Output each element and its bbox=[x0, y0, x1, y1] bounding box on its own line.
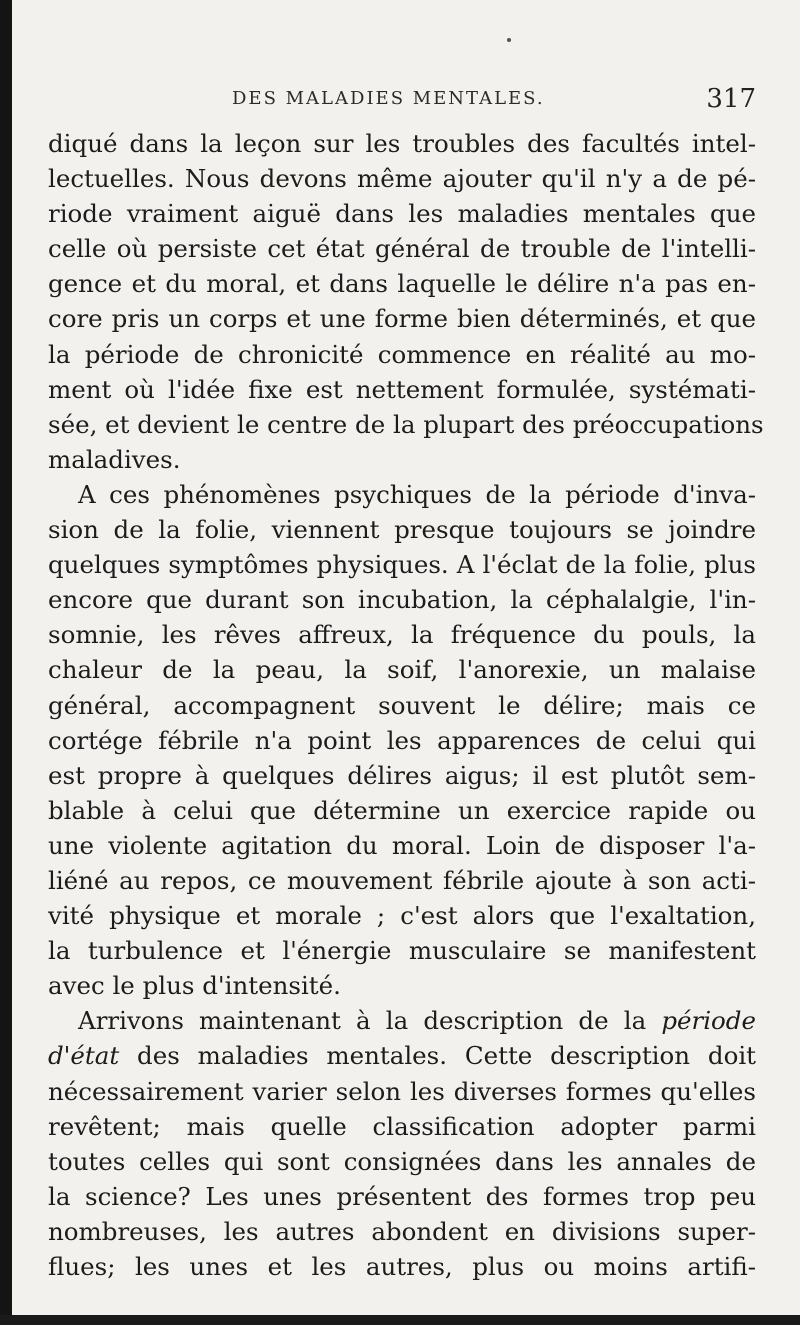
body-text bbox=[48, 126, 764, 1284]
page-number: 317 bbox=[706, 84, 756, 114]
text-line: la turbulence et l'énergie musculaire se manifestent bbox=[48, 936, 756, 966]
page-bottom-shadow bbox=[0, 1315, 800, 1325]
text-line: liéné au repos, ce mouvement fébrile ajoute à son acti- bbox=[48, 865, 756, 895]
text-line: la période de chronicité commence en réalité au mo- bbox=[48, 339, 756, 369]
text-line bbox=[48, 1003, 756, 1038]
text-line: somnie, les rêves affreux, la fréquence du pouls, la bbox=[48, 620, 756, 650]
text-line bbox=[48, 1038, 756, 1073]
italic-term: période bbox=[661, 1006, 756, 1036]
text-line: vité physique et morale ; c'est alors que l'exaltation, bbox=[48, 901, 756, 931]
running-title: DES MALADIES MENTALES. bbox=[232, 88, 545, 109]
text-line: toutes celles qui sont consignées dans les annales de bbox=[48, 1146, 756, 1176]
text-line: la science? Les unes présentent des formes trop peu bbox=[48, 1181, 756, 1211]
text-line: lectuelles. Nous devons même ajouter qu'il n'y a de pé- bbox=[48, 164, 756, 194]
text-line: général, accompagnent souvent le délire; mais ce bbox=[48, 690, 756, 720]
text-line: une violente agitation du moral. Loin de disposer l'a- bbox=[48, 830, 756, 860]
text-line: sée, et devient le centre de la plupart des préoccupations bbox=[48, 409, 764, 439]
text-line: sion de la folie, viennent presque toujours se joindre bbox=[48, 515, 756, 545]
text-line: nécessairement varier selon les diverses formes qu'elles bbox=[48, 1076, 756, 1106]
text-line: quelques symptômes physiques. A l'éclat de la folie, plus bbox=[48, 550, 756, 580]
ink-speck bbox=[507, 38, 511, 42]
text-segment: des maladies mentales. Cette description doit bbox=[119, 1041, 756, 1071]
text-line: encore que durant son incubation, la céphalalgie, l'in- bbox=[48, 585, 756, 615]
text-line: diqué dans la leçon sur les troubles des facultés intel- bbox=[48, 129, 756, 158]
text-line: blable à celui que détermine un exercice rapide ou bbox=[48, 795, 756, 825]
page-left-shadow bbox=[0, 0, 12, 1325]
italic-term: d'état bbox=[48, 1041, 120, 1071]
text-segment: Arrivons maintenant à la description de la bbox=[78, 1006, 662, 1036]
text-line: celle où persiste cet état général de trouble de l'intelli- bbox=[48, 234, 756, 264]
text-line: ment où l'idée fixe est nettement formulée, systémati- bbox=[48, 374, 756, 404]
text-line: nombreuses, les autres abondent en divisions super- bbox=[48, 1216, 756, 1246]
text-line: riode vraiment aiguë dans les maladies mentales que bbox=[48, 199, 756, 229]
text-line: core pris un corps et une forme bien déterminés, et que bbox=[48, 304, 756, 334]
text-line: chaleur de la peau, la soif, l'anorexie, un malaise bbox=[48, 655, 756, 685]
text-line: A ces phénomènes psychiques de la période d'inva- bbox=[78, 479, 756, 509]
text-line: revêtent; mais quelle classification adopter parmi bbox=[48, 1111, 756, 1141]
text-line: gence et du moral, et dans laquelle le délire n'a pas en- bbox=[48, 269, 756, 299]
text-line: avec le plus d'intensité. bbox=[48, 971, 341, 1001]
text-line: cortége fébrile n'a point les apparences de celui qui bbox=[48, 725, 756, 755]
text-line: flues; les unes et les autres, plus ou moins artifi- bbox=[48, 1252, 756, 1281]
text-line: maladives. bbox=[48, 444, 181, 474]
text-line: est propre à quelques délires aigus; il est plutôt sem- bbox=[48, 760, 756, 790]
